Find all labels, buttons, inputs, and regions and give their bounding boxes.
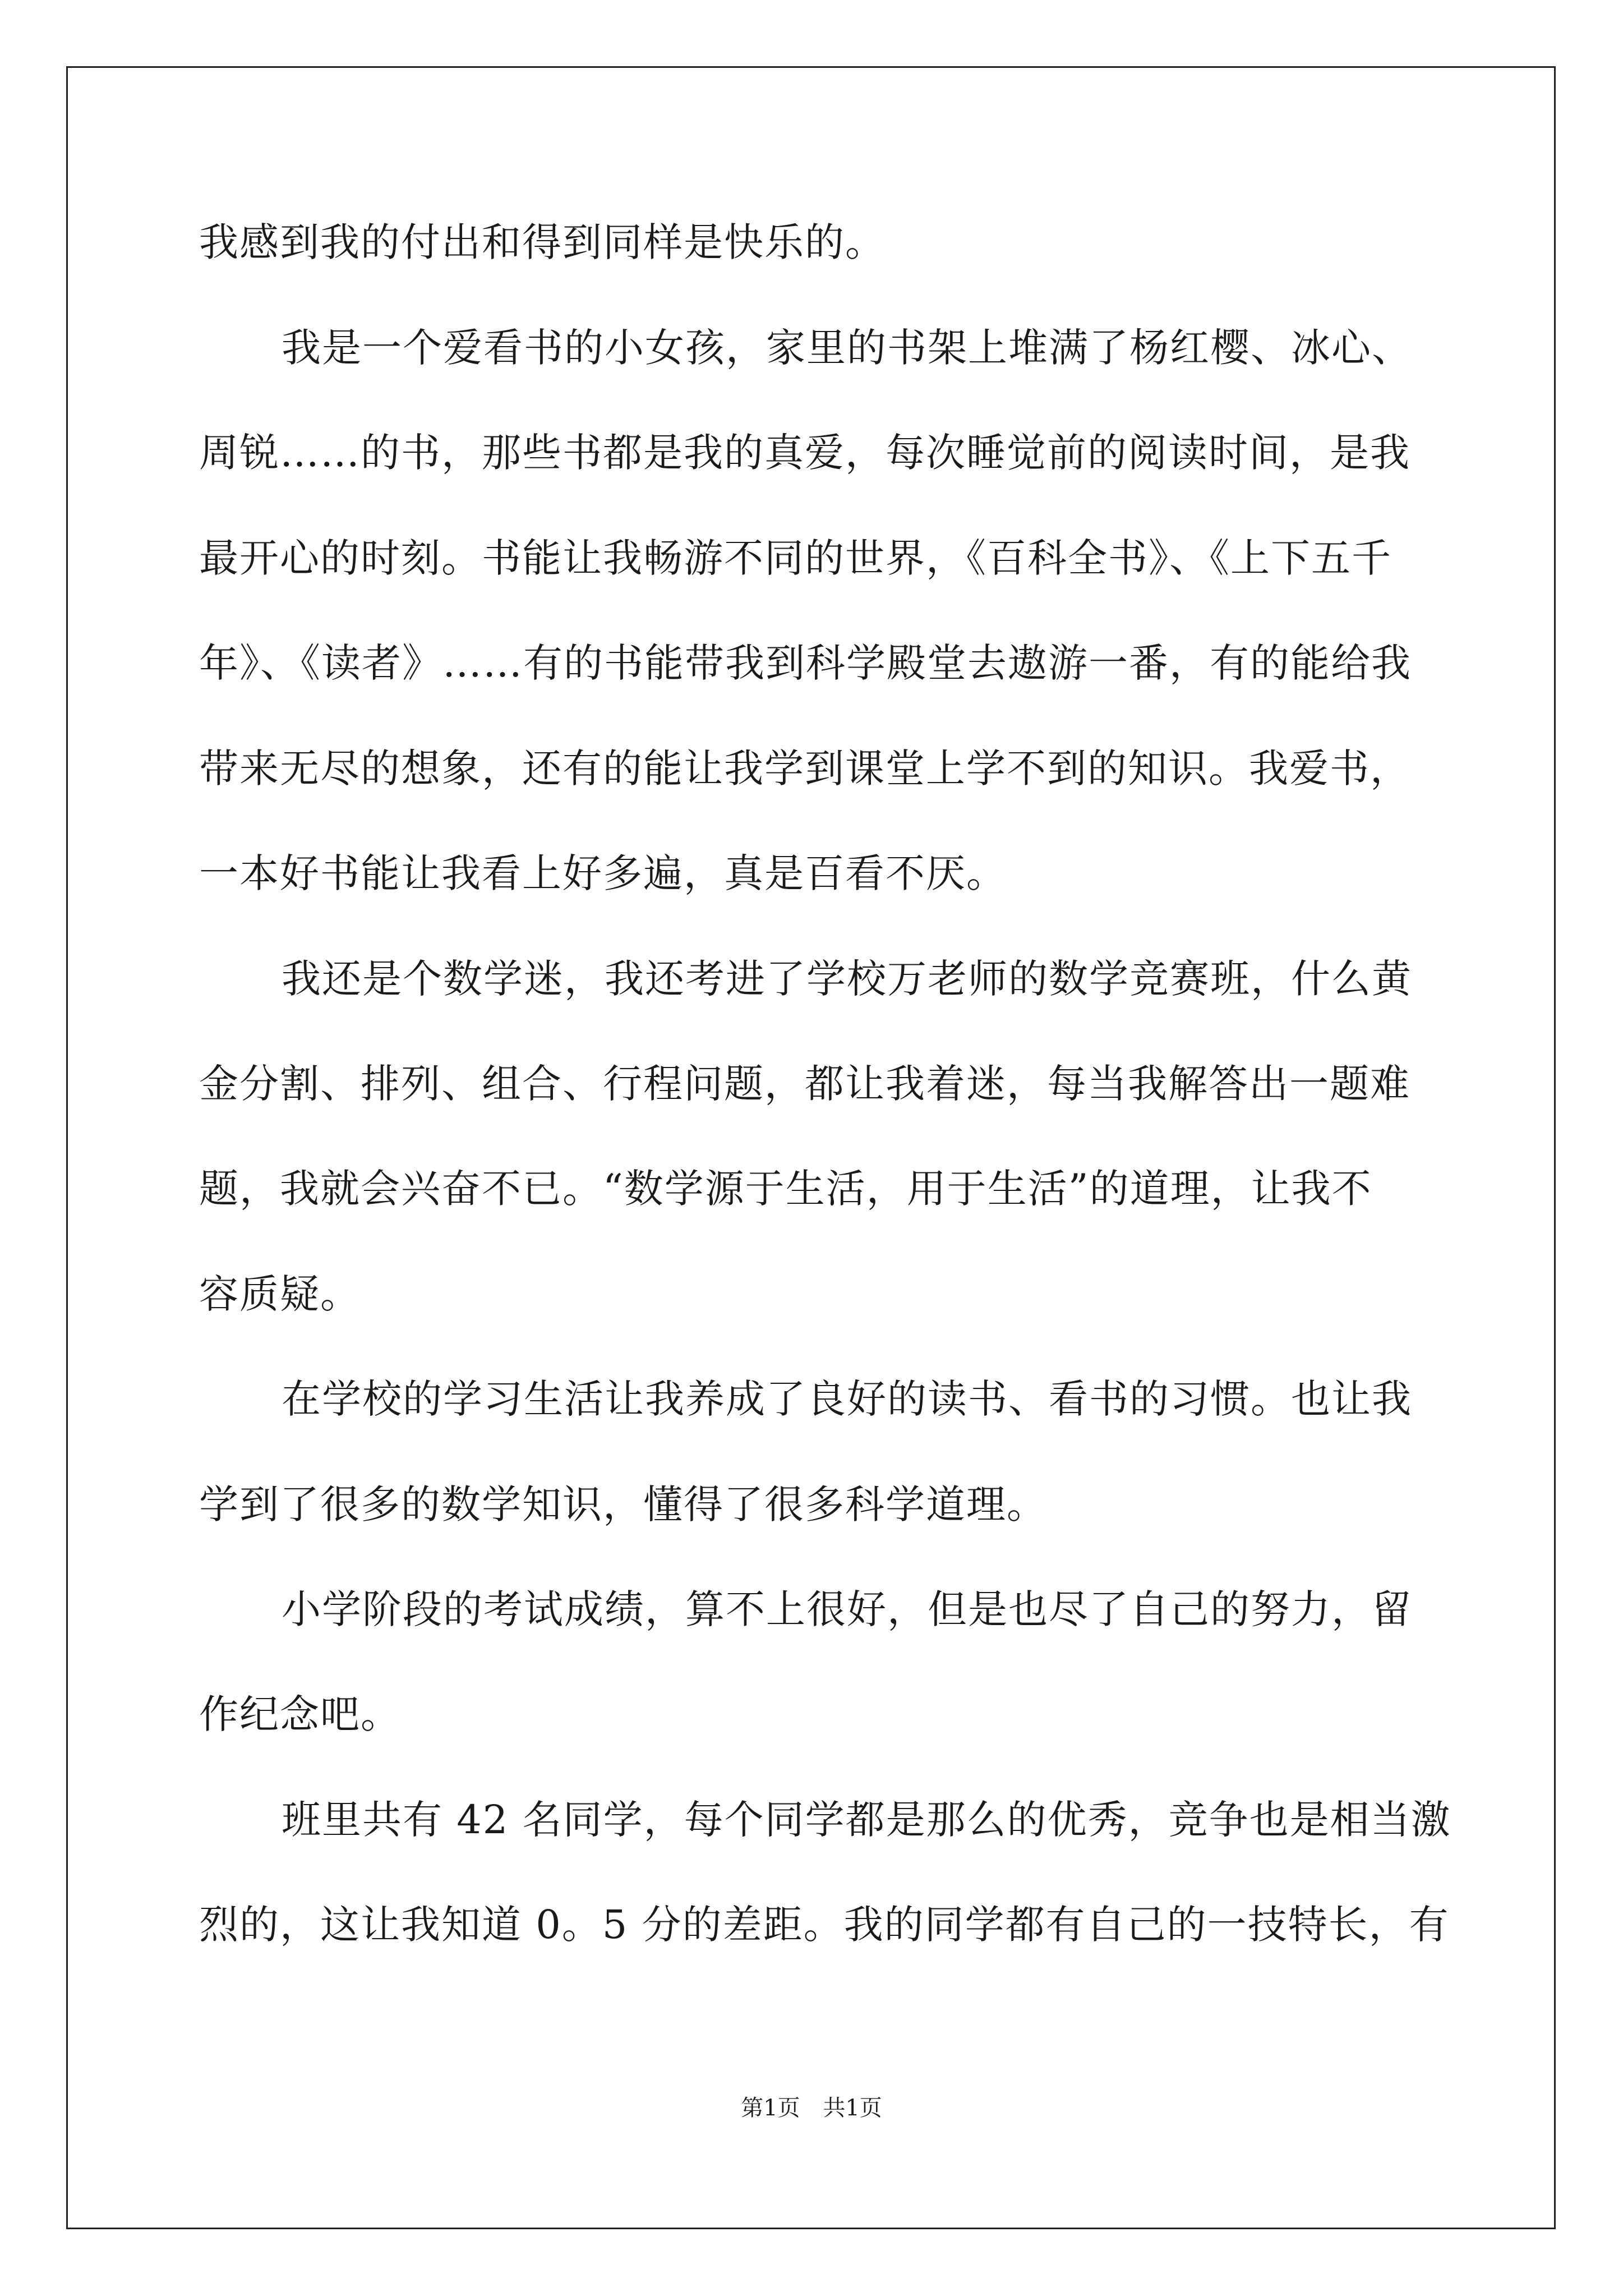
text-line: 周锐……的书，那些书都是我的真爱，每次睡觉前的阅读时间，是我 [199,430,1410,476]
text-line: 题，我就会兴奋不已。“数学源于生活，用于生活”的道理，让我不 [199,1166,1372,1212]
text-line: 烈的，这让我知道 0。5 分的差距。我的同学都有自己的一技特长，有 [199,1902,1450,1948]
text-line: 我感到我的付出和得到同样是快乐的。 [199,219,886,265]
text-line: 最开心的时刻。书能让我畅游不同的世界，《百科全书》、《上下五千 [199,535,1392,581]
text-line: 我是一个爱看书的小女孩，家里的书架上堆满了杨红樱、冰心、 [282,325,1412,371]
text-line: 在学校的学习生活让我养成了良好的读书、看书的习惯。也让我 [282,1376,1412,1422]
page-footer [0,2090,1623,2122]
text-line: 我还是个数学迷，我还考进了学校万老师的数学竞赛班，什么黄 [282,956,1412,1002]
text-line: 班里共有 42 名同学，每个同学都是那么的优秀，竞争也是相当激 [282,1797,1451,1843]
text-line: 容质疑。 [199,1271,361,1317]
text-line: 带来无尽的想象，还有的能让我学到课堂上学不到的知识。我爱书， [199,746,1410,792]
text-line: 作纪念吧。 [199,1691,401,1737]
text-line: 金分割、排列、组合、行程问题，都让我着迷，每当我解答出一题难 [199,1061,1410,1107]
page-total: 共1页 [823,2095,882,2121]
text-line: 学到了很多的数学知识，懂得了很多科学道理。 [199,1481,1047,1527]
text-line: 年》、《读者》……有的书能带我到科学殿堂去遨游一番，有的能给我 [199,640,1412,686]
text-line: 一本好书能让我看上好多遍，真是百看不厌。 [199,850,1007,896]
page-number: 第1页 [741,2095,800,2121]
text-line: 小学阶段的考试成绩，算不上很好，但是也尽了自己的努力，留 [282,1586,1412,1632]
